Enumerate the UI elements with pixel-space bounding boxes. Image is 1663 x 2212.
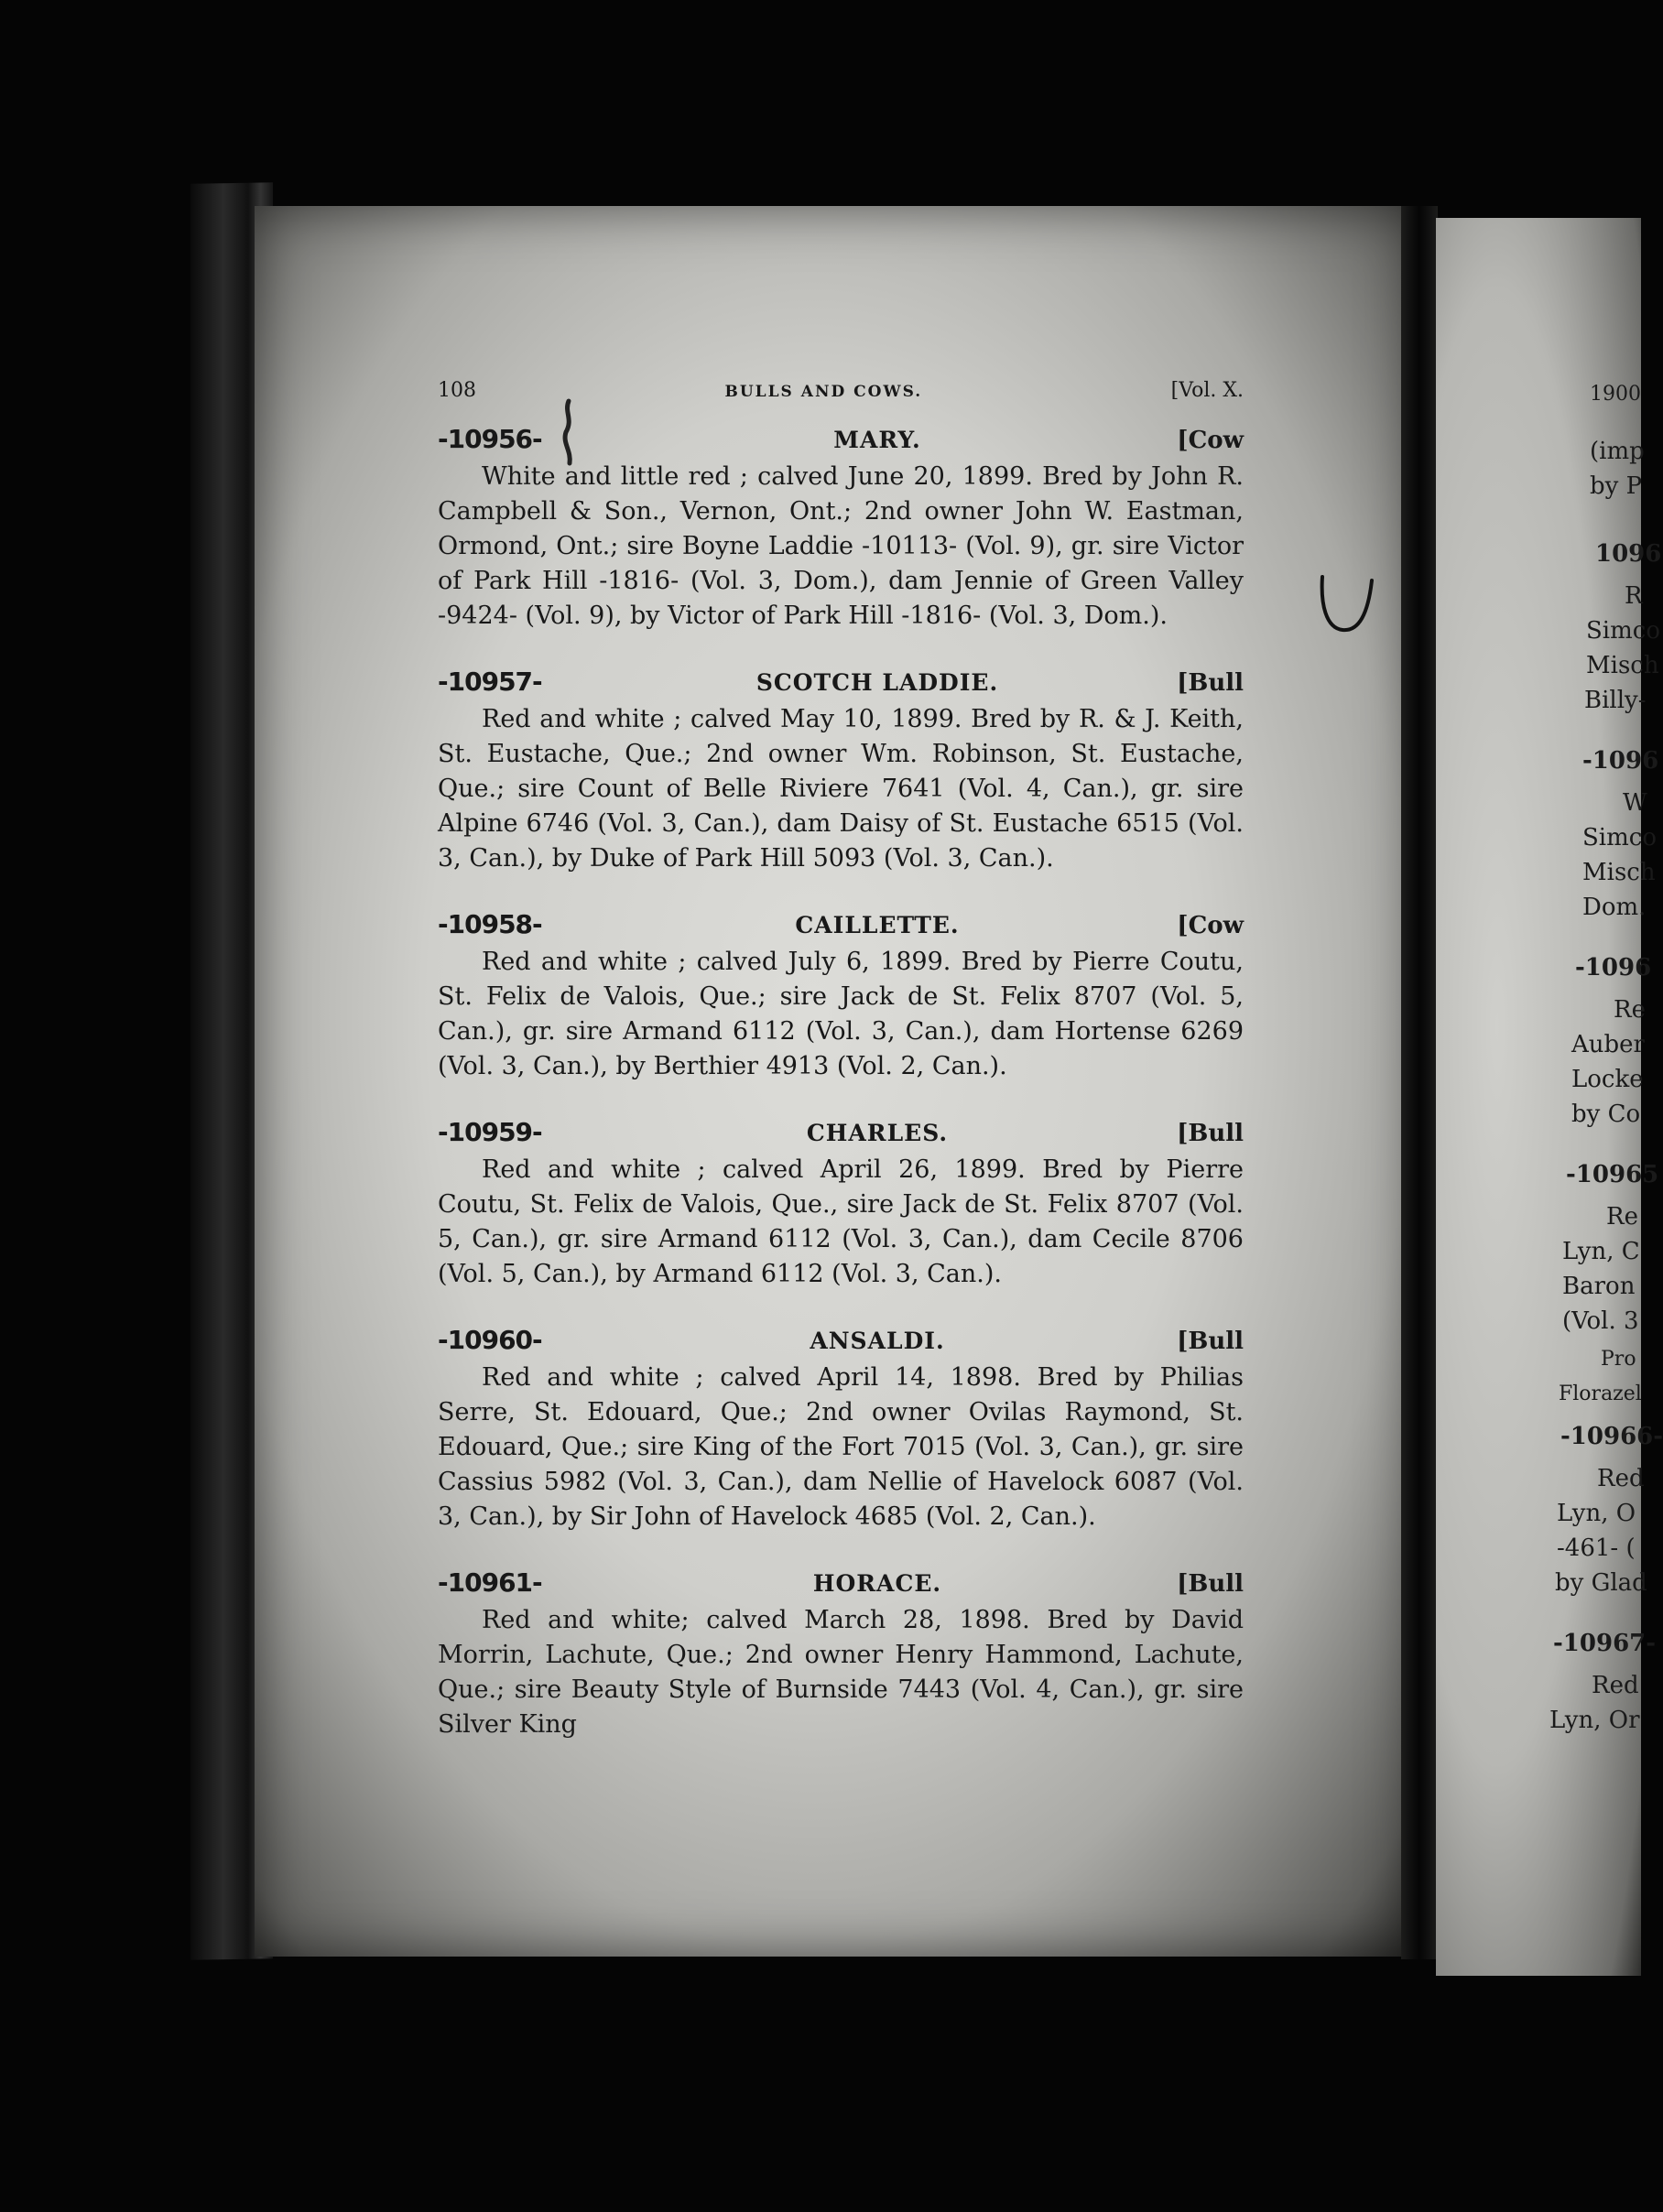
facing-line: Re [1606, 1203, 1638, 1231]
animal-sex: [Bull [1177, 1570, 1244, 1598]
animal-name: MARY. [833, 427, 921, 453]
herd-entry [438, 1323, 1244, 1534]
entry-text: Red and white ; calved July 6, 1899. Bred by Pierre Coutu, St. Felix de Valois, Que.; sire Jack de St. Felix 8707 (Vol. 5, Can.), gr. sire Armand 6112 (Vol. 3, Can.), dam Hortense 6269 (Vol. 3, Can.), by Berthier 4913 (Vol. 2, Can.). [438, 948, 1244, 1080]
facing-line: Pro [1601, 1348, 1636, 1371]
facing-line: Billy- [1584, 687, 1647, 714]
facing-line: Locke [1571, 1066, 1644, 1093]
facing-line: Baron [1562, 1273, 1636, 1300]
facing-line: Lyn, C [1562, 1238, 1640, 1265]
facing-line: by P [1590, 472, 1643, 500]
entry-heading [438, 665, 1244, 700]
facing-line: -10966- [1560, 1423, 1663, 1450]
herd-entry [438, 1566, 1244, 1742]
entry-heading [438, 907, 1244, 943]
entry-number: -10960- [438, 1325, 542, 1355]
facing-line: -1096 [1575, 954, 1652, 981]
facing-line: by Co [1571, 1101, 1641, 1128]
animal-name: CHARLES. [806, 1120, 949, 1146]
volume-label: [Vol. X. [1170, 379, 1244, 402]
facing-page-text [1436, 218, 1663, 1976]
animal-name: SCOTCH LADDIE. [755, 669, 999, 696]
animal-sex: [Bull [1177, 669, 1244, 697]
running-head [438, 374, 1244, 409]
running-title: BULLS AND COWS. [724, 383, 923, 401]
facing-line: (Vol. 3 [1562, 1307, 1639, 1335]
entry-number: -10961- [438, 1567, 542, 1598]
facing-line: 1096 [1595, 540, 1662, 568]
facing-line: Dom. [1582, 894, 1647, 921]
facing-page [1436, 218, 1663, 1976]
facing-line: 1900 [1590, 383, 1641, 406]
animal-name: HORACE. [812, 1570, 942, 1597]
facing-line: -1096 [1582, 747, 1659, 775]
facing-line: -10965 [1566, 1161, 1659, 1188]
entry-text: Red and white ; calved May 10, 1899. Bred by R. & J. Keith, St. Eustache, Que.; 2nd owner Wm. Robinson, St. Eustache, Que.; sire Count of Belle Riviere 7641 (Vol. 4, Can.), gr. sire Alpine 6746 (Vol. 3, Can.), dam Daisy of St. Eustache 6515 (Vol. 3, Can.), by Duke of Park Hill 5093 (Vol. 3, Can.). [438, 705, 1244, 873]
book-gutter [1401, 206, 1438, 1959]
facing-line: Simco [1586, 617, 1660, 645]
entry-number: -10956- [438, 424, 542, 454]
herd-entry [438, 422, 1244, 634]
entry-text: Red and white ; calved April 14, 1898. Bred by Philias Serre, St. Edouard, Que.; 2nd owner Ovilas Raymond, St. Edouard, Que.; sire King of the Fort 7015 (Vol. 3, Can.), gr. sire Cassius 5982 (Vol. 3, Can.), dam Nellie of Havelock 6087 (Vol. 3, Can.), by Sir John of Havelock 4685 (Vol. 2, Can.). [438, 1363, 1244, 1531]
animal-sex: [Bull [1177, 1328, 1244, 1355]
facing-line: (imp [1590, 438, 1645, 465]
entry-text: White and little red ; calved June 20, 1899. Bred by John R. Campbell & Son., Vernon, Ont.; 2nd owner John W. Eastman, Ormond, Ont.; sire Boyne Laddie -10113- (Vol. 9), gr. sire Victor of Park Hill -1816- (Vol. 3, Dom.), dam Jennie of Green Valley -9424- (Vol. 9), by Victor of Park Hill -1816- (Vol. 3, Dom.). [438, 462, 1244, 630]
herd-entry [438, 907, 1244, 1084]
facing-line: Simco [1582, 824, 1657, 851]
entry-number: -10957- [438, 667, 542, 697]
facing-line: Lyn, O [1557, 1500, 1636, 1527]
facing-line: R [1625, 582, 1643, 610]
check-mark-icon [1315, 568, 1379, 641]
entry-number: -10959- [438, 1117, 542, 1147]
entry-heading [438, 1323, 1244, 1359]
facing-line: Misch [1582, 859, 1656, 886]
facing-line: Misch [1586, 652, 1659, 679]
entry-number: -10958- [438, 909, 542, 939]
facing-line: Lyn, Or [1549, 1707, 1640, 1734]
entry-text: Red and white; calved March 28, 1898. Bred by David Morrin, Lachute, Que.; 2nd owner Henry Hammond, Lachute, Que.; sire Beauty Style of Burnside 7443 (Vol. 4, Can.), gr. sire Silver King [438, 1606, 1244, 1739]
animal-name: CAILLETTE. [795, 912, 960, 938]
facing-line: -10967- [1553, 1630, 1657, 1657]
page-number: 108 [438, 379, 476, 402]
facing-line: Re [1614, 996, 1646, 1024]
facing-line: Auber [1571, 1031, 1645, 1058]
herd-entry [438, 1115, 1244, 1292]
facing-line: W [1623, 789, 1647, 817]
facing-line: by Glad [1555, 1569, 1647, 1597]
facing-line: -461- ( [1557, 1534, 1636, 1562]
animal-name: ANSALDI. [810, 1328, 945, 1354]
herd-entry [438, 665, 1244, 876]
facing-line: Red [1597, 1465, 1645, 1492]
animal-sex: [Bull [1177, 1120, 1244, 1147]
animal-sex: [Cow [1177, 427, 1244, 454]
entry-heading [438, 1115, 1244, 1151]
entry-text: Red and white ; calved April 26, 1899. Bred by Pierre Coutu, St. Felix de Valois, Que., sire Jack de St. Felix 8707 (Vol. 5, Can.), gr. sire Armand 6112 (Vol. 3, Can.), dam Cecile 8706 (Vol. 5, Can.), by Armand 6112 (Vol. 3, Can.). [438, 1155, 1244, 1288]
animal-sex: [Cow [1177, 912, 1244, 939]
facing-line: Florazel [1559, 1382, 1642, 1405]
page-content [438, 374, 1244, 1773]
facing-line: Red [1592, 1672, 1639, 1699]
entry-heading [438, 1566, 1244, 1601]
entry-heading [438, 422, 1244, 458]
